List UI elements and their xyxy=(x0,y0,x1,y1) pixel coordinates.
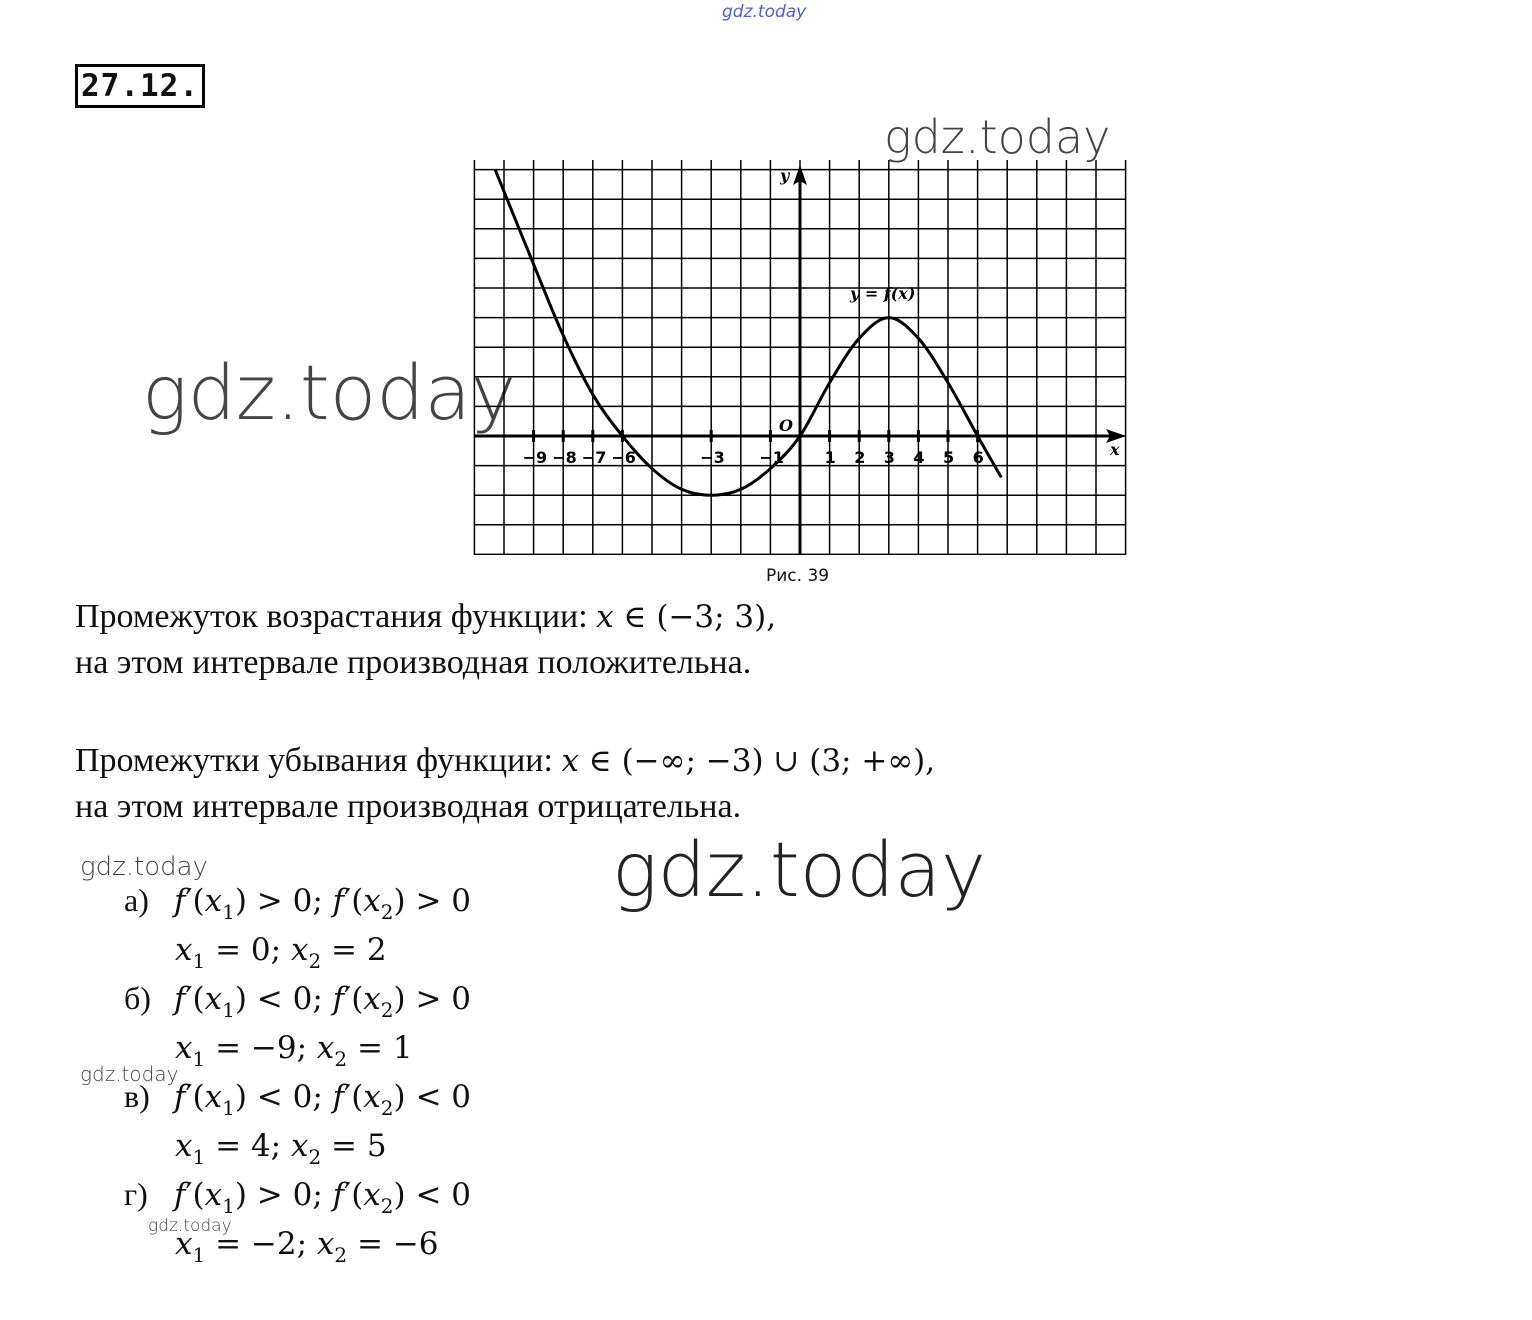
increasing-derivative-text: на этом интервале производная положительна. xyxy=(75,644,752,681)
x-tick-label: 4 xyxy=(913,448,925,467)
x-tick-label: −9 xyxy=(522,448,548,467)
origin-label: O xyxy=(779,416,793,435)
increasing-paragraph xyxy=(75,594,776,686)
watermark-large-middle: gdz.today xyxy=(612,825,986,914)
x-tick-label: 6 xyxy=(972,448,984,467)
x-tick-label: −8 xyxy=(552,448,577,467)
x-tick-label: 3 xyxy=(883,448,895,467)
axes xyxy=(475,165,1126,555)
x-tick-label: 5 xyxy=(943,448,955,467)
decreasing-derivative-text: на этом интервале производная отрицательна. xyxy=(75,788,742,825)
figure-caption: Рис. 39 xyxy=(766,566,830,586)
function-graph xyxy=(470,155,1130,555)
y-axis-label: y xyxy=(780,166,790,185)
x-axis-label: x xyxy=(1110,440,1120,459)
case-v-values: $x_1 = 4$; $x_2 = 5$ xyxy=(175,1128,387,1169)
case-b-values: $x_1 = -9$; $x_2 = 1$ xyxy=(175,1030,413,1071)
x-tick-label: −6 xyxy=(611,448,636,467)
case-a-condition: а) $f'(x_1) > 0$; $f'(x_2) > 0$ xyxy=(124,882,472,924)
x-tick-label: 1 xyxy=(824,448,836,467)
increasing-text: Промежуток возрастания функции: xyxy=(75,598,588,635)
problem-number: 27.12. xyxy=(75,64,205,108)
decreasing-paragraph xyxy=(75,738,935,830)
decreasing-interval: x ∈ (−∞; −3) ∪ (3; +∞), xyxy=(561,743,936,779)
x-tick-label: 2 xyxy=(854,448,866,467)
case-b-condition: б) $f'(x_1) < 0$; $f'(x_2) > 0$ xyxy=(124,980,472,1022)
increasing-interval: x ∈ (−3; 3), xyxy=(596,599,777,635)
function-curve xyxy=(495,170,1001,496)
watermark-graph: gdz.today xyxy=(884,110,1111,164)
case-a-values: $x_1 = 0$; $x_2 = 2$ xyxy=(175,932,387,973)
watermark-small-3: gdz.today xyxy=(148,1216,232,1236)
watermark-top: gdz.today xyxy=(722,2,807,22)
x-tick-label: −7 xyxy=(581,448,607,467)
x-tick-label: −3 xyxy=(700,448,725,467)
case-v-condition: в) $f'(x_1) < 0$; $f'(x_2) < 0$ xyxy=(124,1078,472,1120)
case-g-values: $x_1 = -2$; $x_2 = -6$ xyxy=(175,1226,439,1267)
watermark-large-left: gdz.today xyxy=(142,348,516,437)
x-tick-label: −1 xyxy=(759,448,784,467)
watermark-small-2: gdz.today xyxy=(80,1062,179,1086)
case-g-condition: г) $f'(x_1) > 0$; $f'(x_2) < 0$ xyxy=(124,1176,472,1218)
decreasing-text: Промежутки убывания функции: xyxy=(75,742,553,779)
function-label: y = f(x) xyxy=(850,284,916,303)
watermark-small-1: gdz.today xyxy=(80,852,208,882)
